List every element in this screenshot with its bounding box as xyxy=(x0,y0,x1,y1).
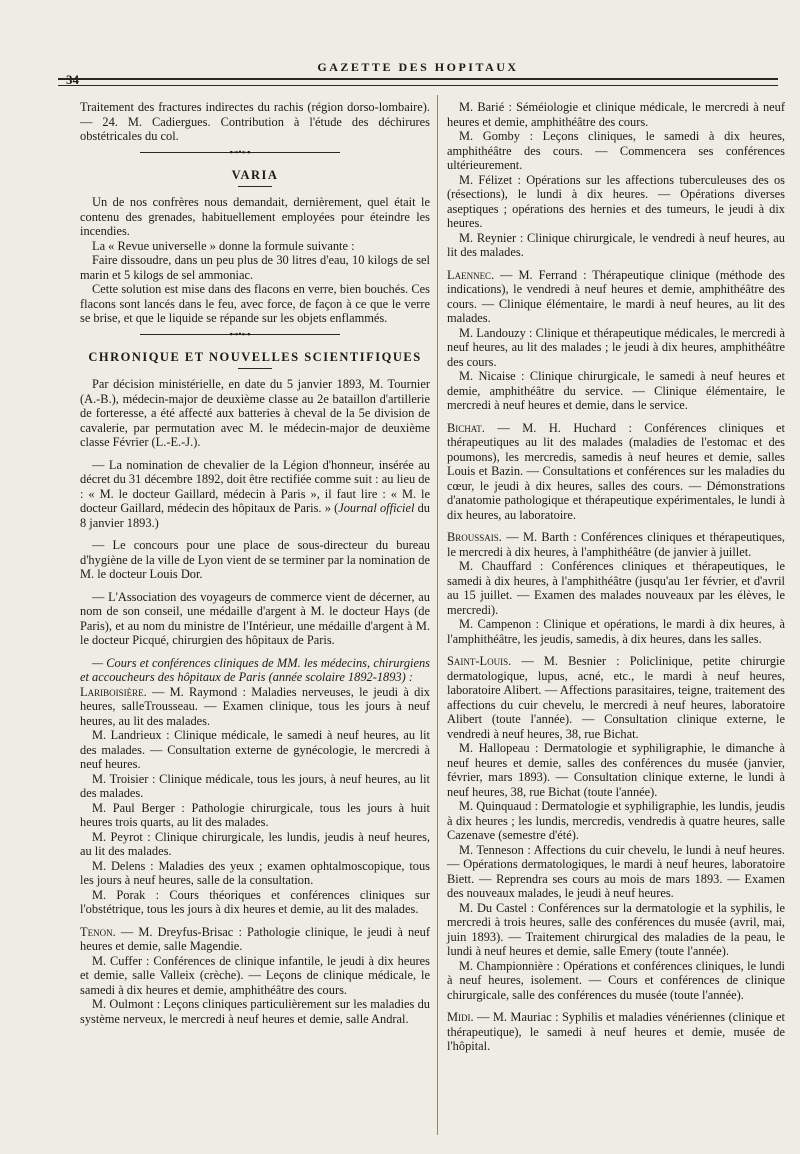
paragraph: M. Gomby : Leçons cliniques, le samedi à dix heures, amphithéâtre des cours. — Commencera ses conférences ultérieurement. xyxy=(447,129,785,172)
paragraph: M. Championnière : Opérations et conférences cliniques, le lundi à neuf heures, isolement. — Cours et conférences de clinique chirurgicale, salle des conférences du musée (toute l'année). xyxy=(447,958,785,1002)
paragraph: M. Tenneson : Affections du cuir chevelu, le lundi à neuf heures. — Opérations dermatologiques, le mardi à neuf heures, laboratoire Biett. — Reprendra ses cours au mois de mars 1893. — Examen des nouveaux malades, le jeudi à neuf heures. xyxy=(447,842,785,900)
paragraph: M. Landrieux : Clinique médicale, le samedi à neuf heures, au lit des malades. — Consultation externe de gynécologie, le mercredi à neuf heures. xyxy=(80,728,430,771)
paragraph: M. Porak : Cours théoriques et conférences cliniques sur l'obstétrique, tous les jours à dix heures et demie, au lit des malades. xyxy=(80,887,430,916)
text-run: — M. Dreyfus-Brisac : Pathologie clinique, le jeudi à neuf heures et demie, salle Magendie. xyxy=(80,924,430,953)
hospital-name: Laennec. xyxy=(447,267,495,282)
paragraph-heading: — Cours et conférences cliniques de MM. les médecins, chirurgiens et accoucheurs des hôpitaux de Paris (année scolaire 1892-1893) : xyxy=(80,655,430,684)
paragraph xyxy=(447,654,785,741)
ornament-divider xyxy=(80,146,430,160)
text-run: — M. Ferrand : Thérapeutique clinique (méthode des indications), le vendredi à neuf heures et demie, amphithéâtre des cours. — Clinique élémentaire, le mardi à neuf heures, au lit des malades. xyxy=(447,267,785,325)
paragraph: Un de nos confrères nous demandait, dernièrement, quel était le contenu des grenades, habituellement employées pour éteindre les incendies. xyxy=(80,195,430,238)
ornament-glyph: ⊷•⊶ xyxy=(229,146,251,157)
paragraph: M. Hallopeau : Dermatologie et syphiligraphie, le dimanche à neuf heures et demie, salles des conférences du musée (janvier, février, mars 1893). — Consultation clinique externe, le lundi à neuf heures, 38, rue Bichat (toute l'année). xyxy=(447,741,785,799)
text-run: du 8 janvier 1893.) xyxy=(80,501,430,530)
paragraph: M. Oulmont : Leçons cliniques particulièrement sur les maladies du système nerveux, le mercredi à neuf heures et demie, salle Andral. xyxy=(80,997,430,1026)
hospital-name: Saint-Louis. xyxy=(447,654,512,668)
section-title-varia: VARIA xyxy=(231,167,279,182)
paragraph: M. Barié : Séméiologie et clinique médicale, le mercredi à neuf heures et demie, amphithéâtre des cours. xyxy=(447,100,785,129)
hospital-name: Lariboisière. xyxy=(80,684,147,699)
paragraph: M. Landouzy : Clinique et thérapeutique médicales, le mercredi à neuf heures, au lit des malades ; le jeudi à dix heures, amphithéâtre des cours. xyxy=(447,325,785,369)
paragraph: Cette solution est mise dans des flacons en verre, bien bouchés. Ces flacons sont lancés dans le feu, avec force, de façon à ce que le verre se brise, et que le liquide se répande sur les objets enflammés. xyxy=(80,282,430,325)
journal-title: GAZETTE DES HOPITAUX xyxy=(317,60,519,74)
left-column xyxy=(80,100,430,1026)
paragraph: M. Reynier : Clinique chirurgicale, le vendredi à neuf heures, au lit des malades. xyxy=(447,230,785,259)
ornament-glyph: ⊷•⊶ xyxy=(229,328,251,339)
paragraph: M. Nicaise : Clinique chirurgicale, le samedi à neuf heures et demie, amphithéâtre du service. — Clinique élémentaire, le mercredi à neuf heures et demie, dans le service. xyxy=(447,369,785,412)
paragraph: M. Félizet : Opérations sur les affections tuberculeuses des os (résections), le lundi à dix heures. — Opérations diverses aseptiques ; opérations des hernies et des tumeurs, le jeudi à dix heures. xyxy=(447,172,785,230)
journal-reference: Journal officiel xyxy=(338,501,415,515)
text-run: — M. H. Huchard : Conférences cliniques et thérapeutiques au lit des malades (maladies de l'estomac et des poumons), les mercredis, samedis à neuf heures et demie, salles Louis et Bazin. — Consultations et conférences sur les maladies du cœur, le jeudi à dix heures, salles des cours. — Démonstrations d'anatomie pathologique et thérapeutique expérimentales, le lundi à dix heures, au laboratoire. xyxy=(447,420,785,522)
paragraph: M. Quinquaud : Dermatologie et syphiligraphie, les lundis, jeudis à dix heures ; les lundis, mercredis, vendredis à quatre heures, salle Cazenave (semestre d'été). xyxy=(447,799,785,842)
paragraph: M. Cuffer : Conférences de clinique infantile, le jeudi à dix heures et demie, salle Valleix (crèche). — Leçons de clinique médicale, le samedi à dix heures et demie, amphithéâtre des cours. xyxy=(80,953,430,997)
title-underline xyxy=(238,186,272,187)
paragraph: M. Campenon : Clinique et opérations, le mardi à dix heures, à l'amphithéâtre, les jeudis, samedis, à dix heures, dans les salles. xyxy=(447,617,785,646)
paragraph xyxy=(80,458,430,531)
paragraph: Par décision ministérielle, en date du 5 janvier 1893, M. Tournier (A.-B.), médecin-major de deuxième classe au 2e bataillon d'artillerie de forteresse, a été affecté aux batteries à cheval de la 5e division de cavalerie, par permutation avec M. le médecin-major de deuxième classe Février (L.-E.-J.). xyxy=(80,377,430,449)
paragraph: M. Du Castel : Conférences sur la dermatologie et la syphilis, le mercredi à trois heures, salle des conférences du musée (avril, mai, juin 1893). — Traitement chirurgical des maladies de la peau, le lundi à neuf heures et demie, salle Emery (toute l'année). xyxy=(447,900,785,958)
hospital-name: Midi. xyxy=(447,1010,474,1024)
page-header xyxy=(58,60,778,87)
paragraph xyxy=(80,925,430,954)
paragraph: La « Revue universelle » donne la formule suivante : xyxy=(92,238,355,253)
paragraph xyxy=(447,530,785,559)
text-run: — M. Besnier : Policlinique, petite chirurgie dermatologique, lupus, acné, etc., le mardi à neuf heures, laboratoire Alibert. — Affections parasitaires, teigne, traitement des affections du cuir chevelu, le mercredi à neuf heures, laboratoire Alibert (toute l'année). — Consultation clinique externe, le vendredi à neuf heures, 38, rue Bichat. xyxy=(447,654,785,741)
paragraph: M. Paul Berger : Pathologie chirurgicale, tous les jours à huit heures trois quarts, au lit des malades. xyxy=(80,800,430,829)
column-divider xyxy=(437,95,438,1135)
text-run: — M. Barth : Conférences cliniques et thérapeutiques, le mercredi à dix heures, à l'amphithéâtre (de janvier à juillet. xyxy=(447,530,785,559)
hospital-name: Broussais. xyxy=(447,530,502,544)
paragraph-continuation: Traitement des fractures indirectes du rachis (région dorso-lombaire). — 24. M. Cadiergues. Contribution à l'étude des déchirures obstétricales du col. xyxy=(80,100,430,143)
paragraph: Faire dissoudre, dans un peu plus de 30 litres d'eau, 10 kilogs de sel marin et 5 kilogs de sel ammoniac. xyxy=(80,253,430,282)
paragraph: M. Peyrot : Clinique chirurgicale, les lundis, jeudis à neuf heures, au lit des malades. xyxy=(80,829,430,858)
paragraph: M. Troisier : Clinique médicale, tous les jours, à neuf heures, au lit des malades. xyxy=(80,771,430,800)
hospital-name: Tenon. xyxy=(80,924,116,939)
paragraph: — Le concours pour une place de sous-directeur du bureau d'hygiène de la ville de Lyon vient de se terminer par la nomination de M. le docteur Louis Dor. xyxy=(80,538,430,581)
paragraph xyxy=(447,421,785,523)
section-title-chronique: CHRONIQUE ET NOUVELLES SCIENTIFIQUES xyxy=(88,349,422,364)
paragraph xyxy=(447,268,785,326)
title-underline xyxy=(238,368,272,369)
paragraph: — L'Association des voyageurs de commerce vient de décerner, au nom de son conseil, une médaille d'argent à M. le docteur Hays (de Paris), et au nom du ministre de l'Intérieur, une médaille d'argent à M. le docteur Picqué, chirurgien des hôpitaux de Paris. xyxy=(80,589,430,647)
paragraph xyxy=(447,1010,785,1054)
header-rule-thick xyxy=(58,78,778,80)
paragraph xyxy=(80,685,430,729)
paragraph: M. Chauffard : Conférences cliniques et thérapeutiques, le samedi à dix heures, à l'amphithéâtre (jusqu'au 1er février, et d'avril au 15 juillet. — Examen des malades nouveaux par les élèves, le mercredi). xyxy=(447,559,785,617)
hospital-name: Bichat. xyxy=(447,420,485,435)
header-rule-thin xyxy=(58,85,778,86)
text-run: — La nomination de chevalier de la Légion d'honneur, insérée au décret du 31 décembre 1892, doit être rectifiée comme suit : au lieu de : « M. le docteur Gaillard, médecin à Paris », il faut lire : « M. le docteur Gaillard, médecin des hôpitaux de Paris. » ( xyxy=(80,457,430,515)
ornament-divider xyxy=(80,328,430,342)
text-run: — M. Mauriac : Syphilis et maladies vénériennes (clinique et thérapeutique), le samedi à neuf heures et demie, musée de l'hôpital. xyxy=(447,1010,785,1053)
paragraph: M. Delens : Maladies des yeux ; examen ophtalmoscopique, tous les jours à neuf heures, salle de la consultation. xyxy=(80,858,430,887)
page-number: 34 xyxy=(66,72,79,87)
text-run: — M. Raymond : Maladies nerveuses, le jeudi à dix heures, salleTrousseau. — Examen clinique, tous les jours à neuf heures, au lit des malades. xyxy=(80,684,430,728)
right-column xyxy=(447,100,785,1054)
